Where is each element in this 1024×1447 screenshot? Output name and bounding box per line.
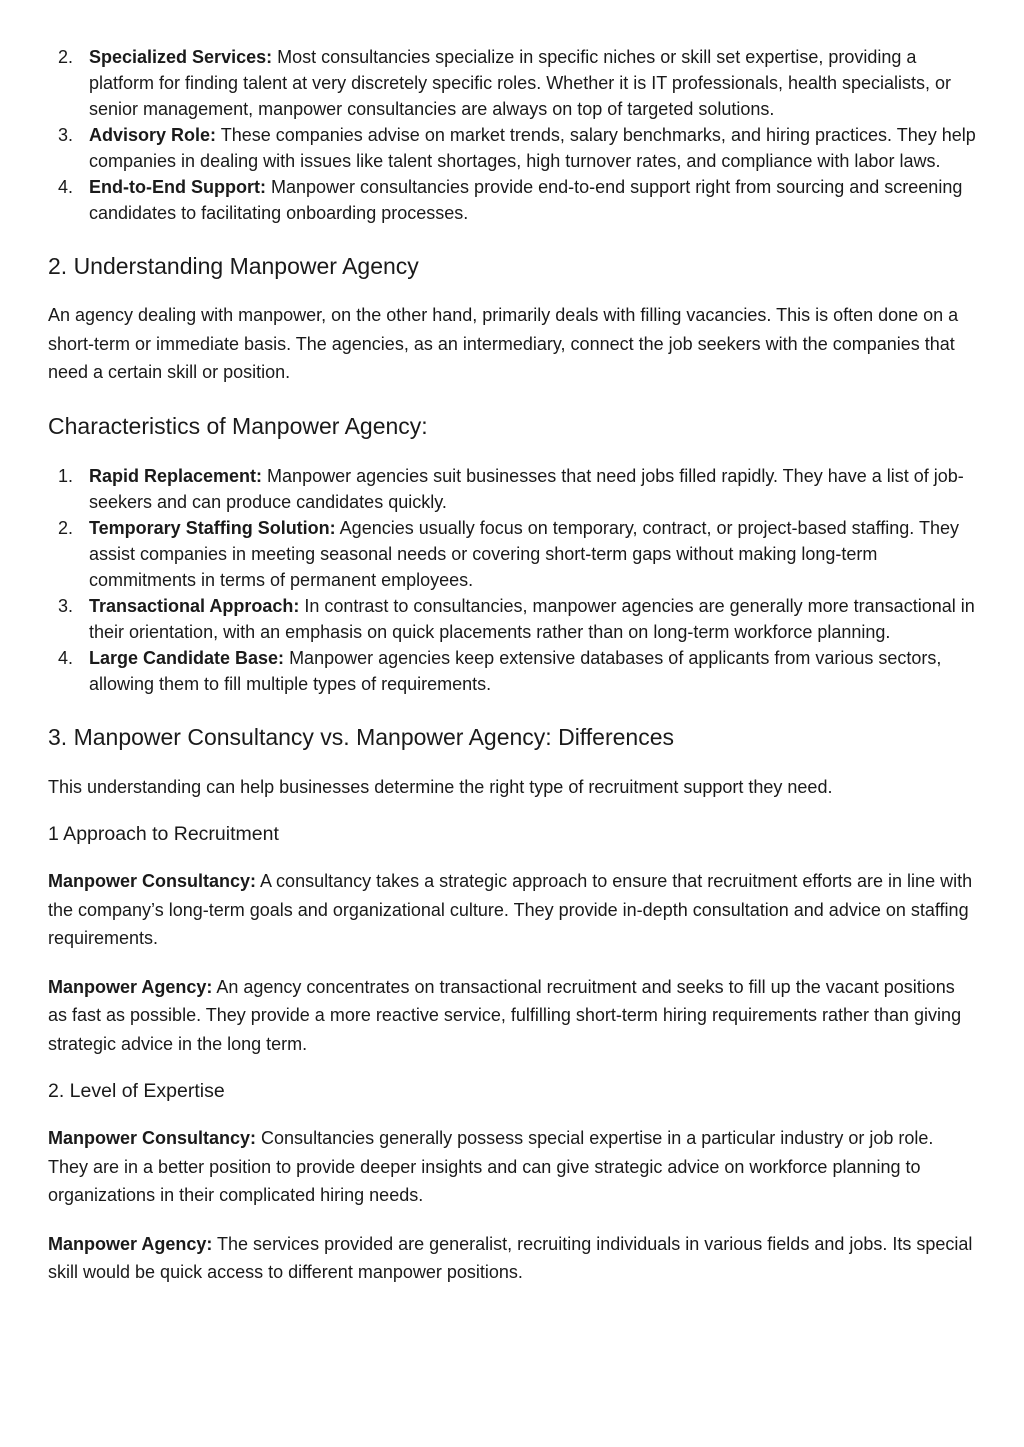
list-item-number: 4. xyxy=(58,177,74,197)
list-item-term: End-to-End Support: xyxy=(89,177,266,197)
list-item xyxy=(48,122,978,174)
list-item-text: Manpower consultancies provide end-to-end support right from sourcing and screening candidates to facilitating onboarding processes. xyxy=(89,177,963,223)
list-item-term: Temporary Staffing Solution: xyxy=(89,517,336,538)
list-item-text: Manpower agencies suit businesses that need jobs filled rapidly. They have a list of job-seekers and can produce candidates quickly. xyxy=(89,465,964,512)
list-item-number: 2. xyxy=(58,47,74,67)
list-item-text: Manpower agencies keep extensive databases of applicants from various sectors, allowing them to fill multiple types of requirements. xyxy=(89,647,942,694)
paragraph-text: An agency concentrates on transactional recruitment and seeks to fill up the vacant positions as fast as possible. They provide a more reactive service, fulfilling short-term hiring requirements rather than giving strategic advice in the long term. xyxy=(48,976,962,1054)
expertise-consultancy-paragraph xyxy=(48,1124,978,1210)
approach-agency-paragraph xyxy=(48,973,978,1059)
document-page xyxy=(48,44,978,1287)
consultancy-characteristics-list xyxy=(48,44,978,226)
list-item-text: Most consultancies specialize in specific niches or skill set expertise, providing a platform for finding talent at very discretely specific roles. Whether it is IT professionals, health specialists, or senior management, manpower consultancies are always on top of targeted solutions. xyxy=(89,47,952,119)
paragraph-term: Manpower Agency: xyxy=(48,976,213,997)
list-item-text: These companies advise on market trends, salary benchmarks, and hiring practices. They help companies in dealing with issues like talent shortages, high turnover rates, and compliance with labor laws. xyxy=(89,125,976,171)
paragraph-text: Consultancies generally possess special expertise in a particular industry or job role. They are in a better position to provide deeper insights and can give strategic advice on workforce planning to organizations in their complicated hiring needs. xyxy=(48,1128,934,1205)
list-item xyxy=(48,593,978,645)
list-item-term: Specialized Services: xyxy=(89,47,273,67)
agency-intro-paragraph: An agency dealing with manpower, on the other hand, primarily deals with filling vacancies. This is often done on a short-term or immediate basis. The agencies, as an intermediary, connect the job seekers with the companies that need a certain skill or position. xyxy=(48,305,959,382)
list-item-number: 3. xyxy=(58,125,74,145)
expertise-agency-paragraph xyxy=(48,1230,978,1287)
section-heading-understanding-agency: 2. Understanding Manpower Agency xyxy=(48,253,419,279)
section-heading-agency-characteristics: Characteristics of Manpower Agency: xyxy=(48,412,428,439)
list-item-number: 4. xyxy=(58,647,74,668)
list-item xyxy=(48,463,978,515)
list-item-term: Rapid Replacement: xyxy=(89,465,263,486)
list-item-term: Advisory Role: xyxy=(89,125,217,145)
subheading-level-of-expertise: 2. Level of Expertise xyxy=(48,1080,225,1102)
list-item xyxy=(48,44,978,122)
differences-intro-paragraph: This understanding can help businesses determine the right type of recruitment support they need. xyxy=(48,776,833,797)
list-item-text: Agencies usually focus on temporary, contract, or project-based staffing. They assist companies in meeting seasonal needs or covering short-term gaps without making long-term commitments in terms of permanent employees. xyxy=(89,517,960,590)
list-item-number: 1. xyxy=(58,465,74,486)
paragraph-text: The services provided are generalist, recruiting individuals in various fields and jobs. Its special skill would be quick access to different manpower positions. xyxy=(48,1233,973,1282)
list-item-term: Large Candidate Base: xyxy=(89,647,285,668)
subheading-approach-to-recruitment: 1 Approach to Recruitment xyxy=(48,823,279,845)
list-item-term: Transactional Approach: xyxy=(89,595,300,616)
agency-characteristics-list xyxy=(48,463,978,697)
paragraph-term: Manpower Agency: xyxy=(48,1233,213,1254)
section-heading-differences: 3. Manpower Consultancy vs. Manpower Agency: Differences xyxy=(48,723,674,750)
paragraph-term: Manpower Consultancy: xyxy=(48,1128,257,1148)
paragraph-term: Manpower Consultancy: xyxy=(48,871,257,891)
approach-consultancy-paragraph xyxy=(48,867,978,953)
list-item xyxy=(48,174,978,226)
list-item-number: 2. xyxy=(58,517,74,538)
list-item-number: 3. xyxy=(58,595,74,616)
paragraph-text: A consultancy takes a strategic approach to ensure that recruitment efforts are in line with the company’s long-term goals and organizational culture. They provide in-depth consultation and advice on staffing requirements. xyxy=(48,871,973,948)
list-item xyxy=(48,515,978,593)
list-item xyxy=(48,645,978,697)
list-item-text: In contrast to consultancies, manpower agencies are generally more transactional in their orientation, with an emphasis on quick placements rather than on long-term workforce planning. xyxy=(89,595,975,642)
